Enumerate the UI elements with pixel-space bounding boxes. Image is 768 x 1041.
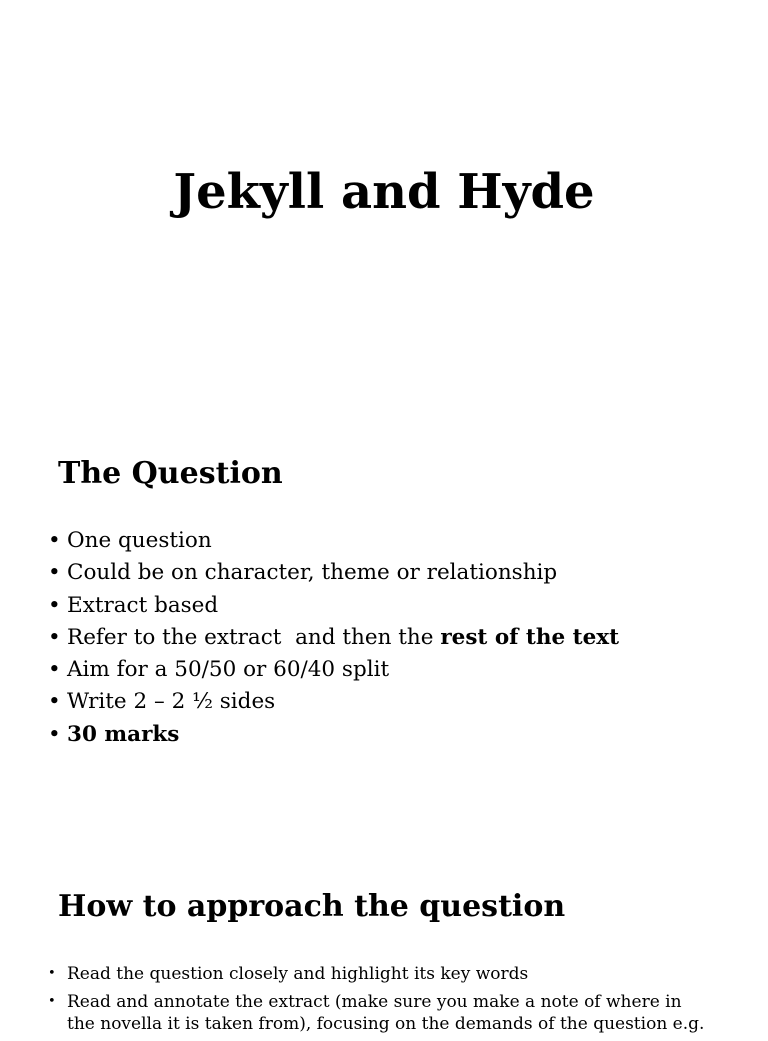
bullet-icon: • — [48, 966, 56, 981]
slide-title: Jekyll and Hyde — [173, 164, 595, 220]
bullet-icon: • — [48, 657, 61, 683]
list-item — [48, 622, 619, 654]
question-section-heading: The Question — [58, 456, 283, 491]
bullet-icon: • — [48, 689, 61, 715]
approach-section-heading: How to approach the question — [58, 889, 566, 924]
bullet-icon: • — [48, 994, 56, 1009]
bullet-icon: • — [48, 624, 61, 650]
bullet-icon: • — [48, 592, 61, 618]
list-item — [48, 686, 619, 718]
list-item — [48, 991, 708, 1035]
list-item — [48, 654, 619, 686]
list-item — [48, 557, 619, 589]
list-item-text: Refer to the extract and then the — [67, 624, 441, 650]
bullet-icon: • — [48, 528, 61, 553]
list-item — [48, 963, 708, 985]
list-item — [48, 719, 619, 751]
list-item-text: Could be on character, theme or relationship — [67, 560, 558, 586]
question-bullet-list — [48, 525, 619, 751]
list-item — [48, 590, 619, 622]
list-item-text: Write 2 – 2 ½ sides — [67, 689, 276, 715]
list-item-bold-text: 30 marks — [67, 721, 180, 747]
list-item-text: Read the question closely and highlight its key words — [67, 964, 529, 984]
list-item-text: Extract based — [67, 592, 219, 618]
list-item-text: Aim for a 50/50 or 60/40 split — [67, 657, 390, 683]
list-item — [48, 525, 619, 557]
list-item-bold-text: rest of the text — [440, 624, 619, 650]
approach-bullet-list — [48, 963, 708, 1041]
bullet-icon: • — [48, 721, 61, 747]
list-item-text: One question — [67, 528, 212, 553]
bullet-icon: • — [48, 560, 61, 586]
list-item-text: Read and annotate the extract (make sure you make a note of where in the novella it is taken from), focusing on the demands of the question e.g. — [67, 992, 705, 1034]
